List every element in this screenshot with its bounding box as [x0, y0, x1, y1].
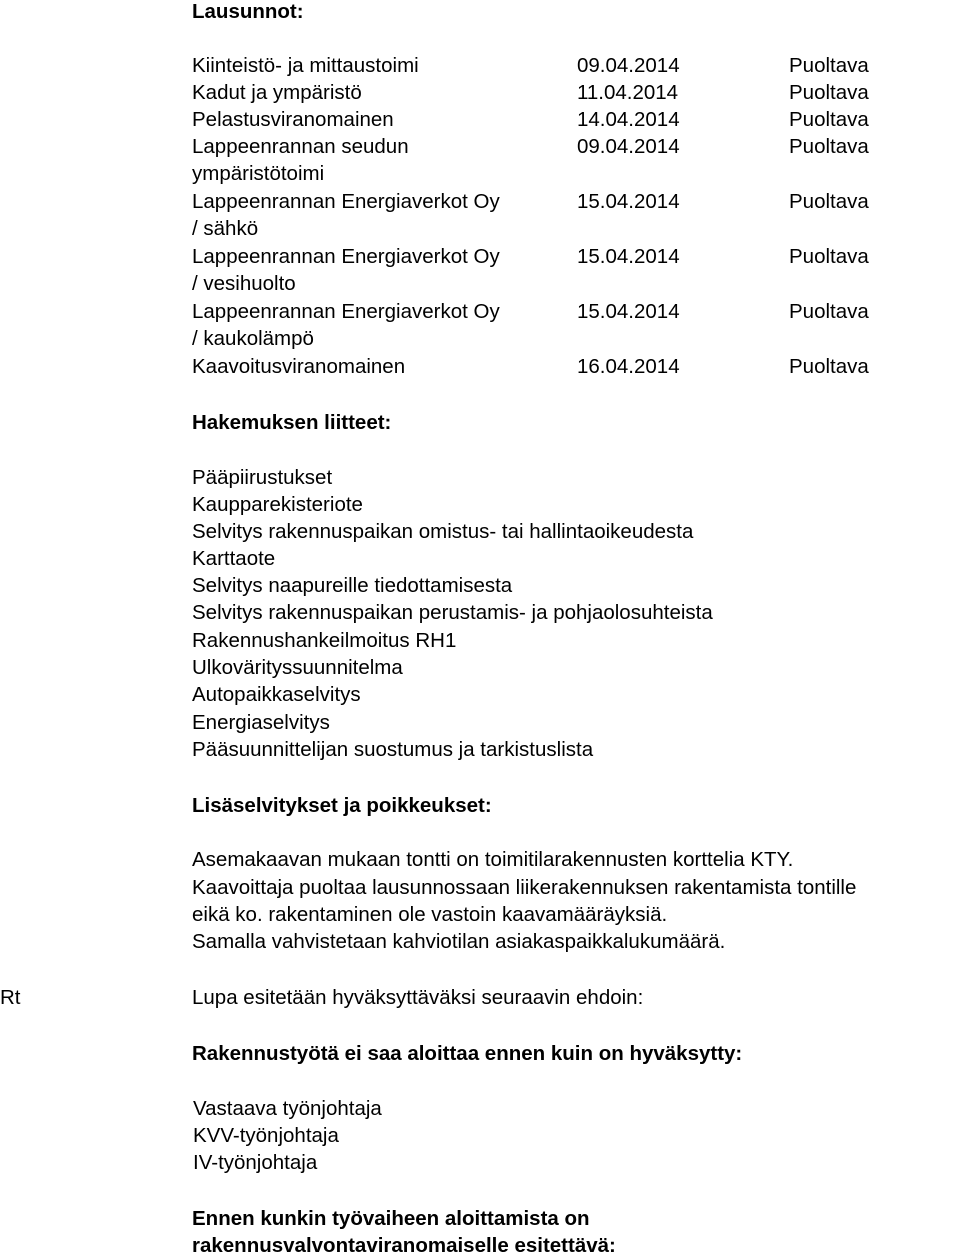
rakennustyo-heading: Rakennustyötä ei saa aloittaa ennen kuin on hyväksytty: — [192, 1042, 743, 1065]
statement-status: Puoltava — [789, 54, 869, 77]
statement-status: Puoltava — [789, 190, 869, 213]
list-item: IV-työnjohtaja — [193, 1151, 318, 1174]
statement-name-continuation: / vesihuolto — [192, 272, 296, 295]
statement-date: 15.04.2014 — [577, 245, 680, 268]
list-item: Autopaikkaselvitys — [192, 683, 361, 706]
paragraph-line: Kaavoittaja puoltaa lausunnossaan liikerakennuksen rakentamista tontille — [192, 876, 857, 899]
list-item: Vastaava työnjohtaja — [193, 1097, 382, 1120]
list-item: Selvitys naapureille tiedottamisesta — [192, 574, 513, 597]
ennen-heading: Ennen kunkin työvaiheen aloittamista on — [192, 1207, 590, 1230]
paragraph-line: eikä ko. rakentaminen ole vastoin kaavamääräyksiä. — [192, 903, 668, 926]
statement-name-continuation: ympäristötoimi — [192, 162, 325, 185]
statement-name: Lappeenrannan Energiaverkot Oy — [192, 190, 500, 213]
liitteet-heading: Hakemuksen liitteet: — [192, 411, 392, 434]
statement-date: 16.04.2014 — [577, 355, 680, 378]
statement-status: Puoltava — [789, 108, 869, 131]
paragraph-line: Samalla vahvistetaan kahviotilan asiakaspaikkalukumäärä. — [192, 930, 726, 953]
statement-date: 15.04.2014 — [577, 300, 680, 323]
list-item: Ulkovärityssuunnitelma — [192, 656, 403, 679]
list-item: Pääpiirustukset — [192, 466, 333, 489]
list-item: Kaupparekisteriote — [192, 493, 363, 516]
list-item: Rakennushankeilmoitus RH1 — [192, 629, 457, 652]
statement-status: Puoltava — [789, 81, 869, 104]
list-item: Energiaselvitys — [192, 711, 330, 734]
statement-name: Lappeenrannan seudun — [192, 135, 409, 158]
list-item: Selvitys rakennuspaikan perustamis- ja pohjaolosuhteista — [192, 601, 713, 624]
decision-label: Rt — [0, 986, 21, 1009]
statement-date: 09.04.2014 — [577, 135, 680, 158]
statement-name: Kadut ja ympäristö — [192, 81, 362, 104]
decision-text: Lupa esitetään hyväksyttäväksi seuraavin ehdoin: — [192, 986, 644, 1009]
statement-status: Puoltava — [789, 135, 869, 158]
statement-name: Pelastusviranomainen — [192, 108, 394, 131]
list-item: KVV-työnjohtaja — [193, 1124, 339, 1147]
statement-name: Kaavoitusviranomainen — [192, 355, 406, 378]
statement-status: Puoltava — [789, 245, 869, 268]
ennen-heading-continuation: rakennusvalvontaviranomaiselle esitettävä: — [192, 1234, 616, 1257]
statement-date: 15.04.2014 — [577, 190, 680, 213]
statement-date: 11.04.2014 — [577, 81, 679, 104]
lisaselvitykset-heading: Lisäselvitykset ja poikkeukset: — [192, 794, 492, 817]
statement-status: Puoltava — [789, 355, 869, 378]
statement-status: Puoltava — [789, 300, 869, 323]
statement-name-continuation: / sähkö — [192, 217, 259, 240]
statement-name: Kiinteistö- ja mittaustoimi — [192, 54, 419, 77]
paragraph-line: Asemakaavan mukaan tontti on toimitilarakennusten korttelia KTY. — [192, 848, 794, 871]
statement-name: Lappeenrannan Energiaverkot Oy — [192, 245, 500, 268]
statement-date: 14.04.2014 — [577, 108, 680, 131]
statement-name: Lappeenrannan Energiaverkot Oy — [192, 300, 500, 323]
statement-name-continuation: / kaukolämpö — [192, 327, 314, 350]
list-item: Karttaote — [192, 547, 276, 570]
lausunnot-heading: Lausunnot: — [192, 0, 304, 23]
list-item: Pääsuunnittelijan suostumus ja tarkistuslista — [192, 738, 594, 761]
statement-date: 09.04.2014 — [577, 54, 680, 77]
list-item: Selvitys rakennuspaikan omistus- tai hallintaoikeudesta — [192, 520, 694, 543]
